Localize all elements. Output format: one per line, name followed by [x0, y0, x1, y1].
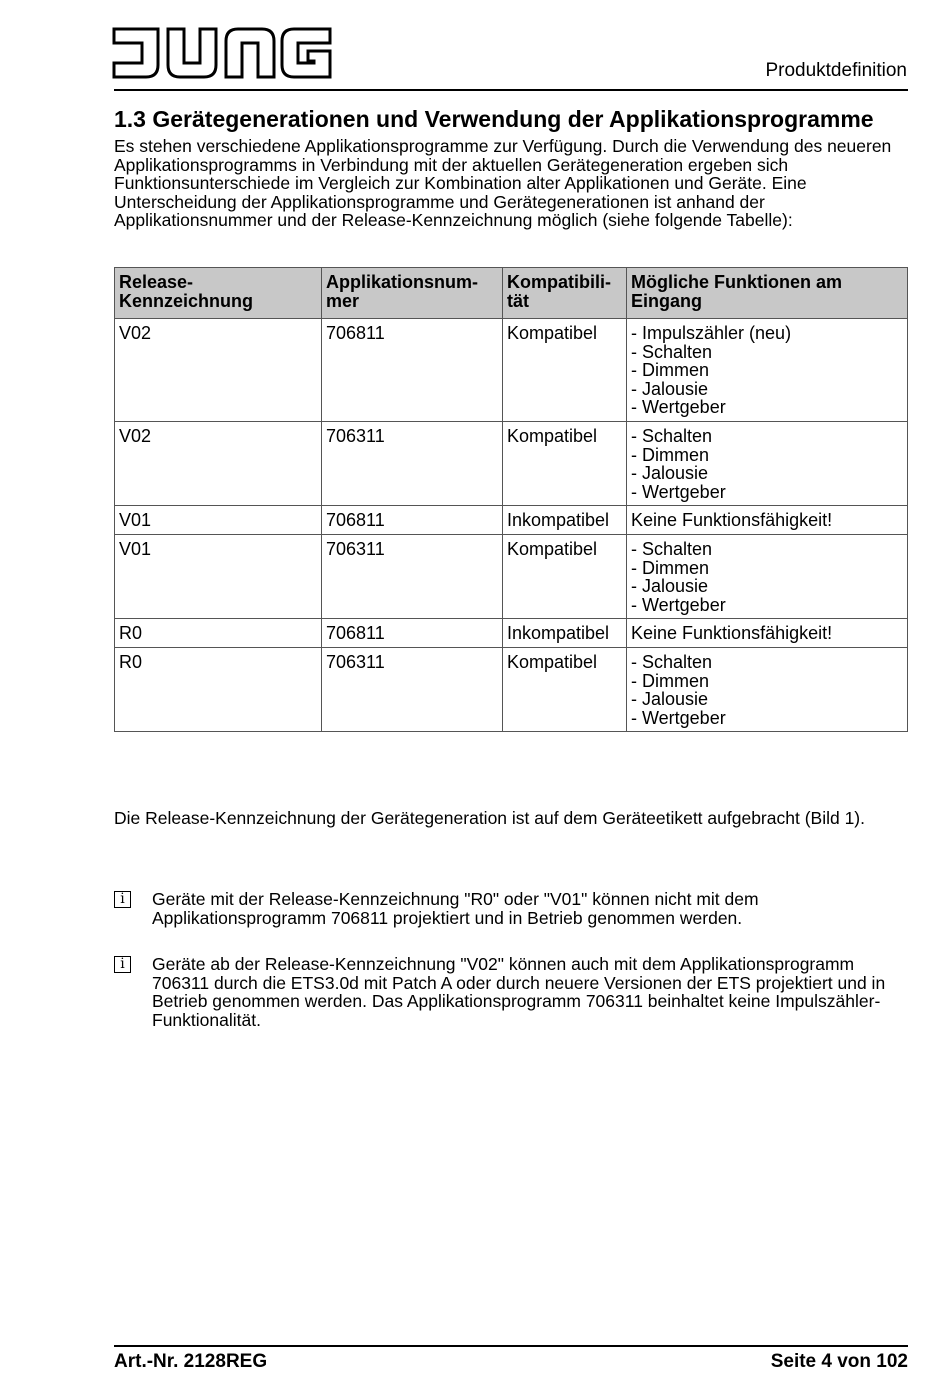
release-cell: V01 [115, 534, 322, 618]
function-item: Keine Funktionsfähigkeit! [631, 510, 833, 531]
info-icon: i [114, 956, 131, 973]
table-row [115, 319, 908, 422]
function-item: - Wertgeber [631, 707, 726, 728]
functions-cell [627, 319, 908, 422]
application-number-cell: 706811 [322, 319, 503, 422]
function-item: - Dimmen [631, 360, 710, 381]
table-row [115, 534, 908, 618]
intro-paragraph: Es stehen verschiedene Applikationsprogramme zur Verfügung. Durch die Verwendung des neueren Applikationsprogramms in Verbindung mit der aktuellen Gerätegeneration ergeben sich Funktionsunterschiede im Vergleich zur Kombination alter Applikationen und Geräte. Eine Unterscheidung der Applikationsprogramme und Gerätegenerationen ist anhand der Applikationsnummer und der Release-Kennzeichnung möglich (siehe folgende Tabelle): [114, 136, 892, 231]
application-number-cell: 706311 [322, 421, 503, 505]
generation-table [114, 267, 908, 732]
table-row [115, 647, 908, 731]
application-number-cell: 706311 [322, 534, 503, 618]
function-item: - Dimmen [631, 444, 710, 465]
footer-divider [114, 1345, 908, 1347]
jung-logo [112, 25, 332, 81]
page-number: Seite 4 von 102 [770, 1351, 908, 1372]
function-item: - Wertgeber [631, 594, 726, 615]
release-cell: V02 [115, 319, 322, 422]
header-application-number: Applikationsnum- mer [322, 268, 503, 319]
function-item: - Schalten [631, 538, 713, 559]
release-cell: R0 [115, 619, 322, 648]
compatibility-cell: Kompatibel [503, 319, 627, 422]
table-header-row [115, 268, 908, 319]
table-body [115, 319, 908, 732]
functions-cell [627, 534, 908, 618]
functions-cell [627, 647, 908, 731]
compatibility-cell: Inkompatibel [503, 506, 627, 535]
function-item: - Jalousie [631, 576, 709, 597]
application-number-cell: 706811 [322, 506, 503, 535]
application-number-cell: 706311 [322, 647, 503, 731]
compatibility-cell: Kompatibel [503, 647, 627, 731]
release-cell: V02 [115, 421, 322, 505]
function-item: - Wertgeber [631, 397, 726, 418]
info-note-1 [114, 890, 914, 927]
header-compatibility: Kompatibili- tät [503, 268, 627, 319]
application-number-cell: 706811 [322, 619, 503, 648]
header-release: Release- Kennzeichnung [115, 268, 322, 319]
function-item: - Dimmen [631, 557, 710, 578]
function-item: - Wertgeber [631, 481, 726, 502]
function-item: - Jalousie [631, 378, 709, 399]
header-functions: Mögliche Funktionen am Eingang [627, 268, 908, 319]
functions-cell [627, 619, 908, 648]
table-row [115, 506, 908, 535]
table-row [115, 421, 908, 505]
function-item: Keine Funktionsfähigkeit! [631, 623, 833, 644]
article-number: Art.-Nr. 2128REG [114, 1351, 268, 1372]
info-icon: i [114, 891, 131, 908]
compatibility-cell: Kompatibel [503, 534, 627, 618]
note-text: Geräte mit der Release-Kennzeichnung "R0" oder "V01" können nicht mit dem Applikationsprogramm 706811 projektiert und in Betrieb genommen werden. [152, 889, 759, 928]
function-item: - Dimmen [631, 670, 710, 691]
info-note-2 [114, 955, 914, 1029]
release-cell: V01 [115, 506, 322, 535]
function-item: - Jalousie [631, 689, 709, 710]
functions-cell [627, 421, 908, 505]
section-title: 1.3 Gerätegenerationen und Verwendung der Applikationsprogramme [114, 106, 874, 132]
function-item: - Impulszähler (neu) [631, 323, 792, 343]
function-item: - Jalousie [631, 463, 709, 484]
functions-cell [627, 506, 908, 535]
compatibility-cell: Kompatibel [503, 421, 627, 505]
section-label: Produktdefinition [765, 60, 907, 81]
note-text: Geräte ab der Release-Kennzeichnung "V02" können auch mit dem Applikationsprogramm 706311 durch die ETS3.0d mit Patch A oder durch neuere Versionen der ETS projektiert und in Betrieb genommen werden. Das Applikationsprogramm 706311 beinhaltet keine Impulszähler-Funktionalität. [152, 954, 886, 1030]
release-note-paragraph: Die Release-Kennzeichnung der Gerätegeneration ist auf dem Geräteetikett aufgebracht (Bild 1). [114, 808, 865, 828]
function-item: - Schalten [631, 425, 713, 446]
table-row [115, 619, 908, 648]
header-divider [114, 89, 908, 91]
function-item: - Schalten [631, 651, 713, 672]
function-item: - Schalten [631, 341, 713, 362]
compatibility-cell: Inkompatibel [503, 619, 627, 648]
release-cell: R0 [115, 647, 322, 731]
